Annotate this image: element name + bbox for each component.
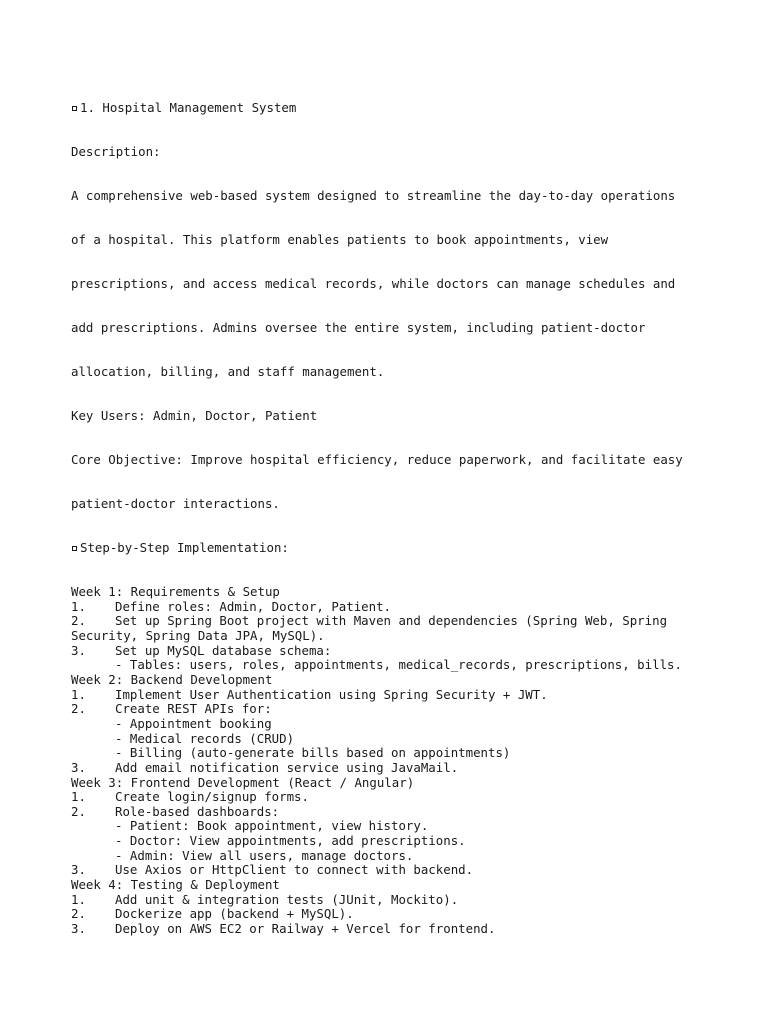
- description-line: A comprehensive web-based system designed to streamline the day-to-day operations: [71, 188, 676, 204]
- sub-list-item: [71, 746, 711, 761]
- list-item: [71, 761, 711, 776]
- list-item: [71, 922, 711, 937]
- implementation-heading-line: [71, 541, 711, 556]
- list-item-number: 2.: [71, 906, 86, 922]
- description-line: add prescriptions. Admins oversee the entire system, including patient-doctor: [71, 320, 646, 336]
- list-item-number: 1.: [71, 598, 86, 614]
- list-item-text: Role-based dashboards:: [115, 803, 280, 819]
- list-item-text: Deploy on AWS EC2 or Railway + Vercel for frontend.: [115, 921, 496, 937]
- bullet-box-icon: [72, 106, 77, 111]
- sub-list-item: [71, 732, 711, 747]
- document-title: 1. Hospital Management System: [80, 100, 297, 116]
- list-item-text: Create login/signup forms.: [115, 789, 309, 805]
- week-heading: Week 1: Requirements & Setup: [71, 583, 280, 599]
- core-objective-line: patient-doctor interactions.: [71, 496, 280, 512]
- list-item-number: 1.: [71, 686, 86, 702]
- sub-list-item: [71, 658, 711, 673]
- description-line: allocation, billing, and staff management.: [71, 364, 385, 380]
- list-item: [71, 688, 711, 703]
- list-item-text: Set up Spring Boot project with Maven and dependencies (Spring Web, Spring: [115, 613, 668, 629]
- list-item-number: 1.: [71, 891, 86, 907]
- list-item: [71, 893, 711, 908]
- list-item-number: 1.: [71, 789, 86, 805]
- list-item-number: 2.: [71, 701, 86, 717]
- sub-list-item: [71, 819, 711, 834]
- list-item-text: Implement User Authentication using Spring Security + JWT.: [115, 686, 548, 702]
- list-item-text: Define roles: Admin, Doctor, Patient.: [115, 598, 392, 614]
- list-item-number: 3.: [71, 759, 86, 775]
- implementation-heading: Step-by-Step Implementation:: [80, 540, 289, 555]
- list-item: [71, 600, 711, 615]
- list-item-continuation: Security, Spring Data JPA, MySQL).: [71, 627, 325, 643]
- list-item-number: 3.: [71, 862, 86, 878]
- weeks-list: [71, 585, 711, 937]
- week-heading: Week 3: Frontend Development (React / Angular): [71, 774, 415, 790]
- document-page: [71, 72, 711, 951]
- list-item-text: Dockerize app (backend + MySQL).: [115, 906, 354, 922]
- list-item: [71, 907, 711, 922]
- list-item: [71, 644, 711, 659]
- list-item: [71, 805, 711, 820]
- description-line: prescriptions, and access medical records, while doctors can manage schedules and: [71, 276, 676, 292]
- sub-list-item-text: - Doctor: View appointments, add prescriptions.: [115, 833, 466, 849]
- sub-list-item-text: - Admin: View all users, manage doctors.: [115, 847, 414, 863]
- list-item: [71, 863, 711, 878]
- document-title-line: [71, 101, 711, 116]
- list-item-text: Create REST APIs for:: [115, 701, 272, 717]
- list-item: [71, 614, 711, 629]
- bullet-box-icon: [72, 546, 77, 551]
- list-item-text: Use Axios or HttpClient to connect with backend.: [115, 862, 474, 878]
- list-item-number: 2.: [71, 803, 86, 819]
- description-line: of a hospital. This platform enables patients to book appointments, view: [71, 232, 609, 248]
- sub-list-item: [71, 849, 711, 864]
- sub-list-item-text: - Patient: Book appointment, view history.: [115, 818, 429, 834]
- description-label: Description:: [71, 144, 161, 160]
- list-item-number: 2.: [71, 613, 86, 629]
- list-item-text: Add email notification service using JavaMail.: [115, 759, 459, 775]
- list-item: [71, 702, 711, 717]
- key-users: Key Users: Admin, Doctor, Patient: [71, 408, 318, 424]
- sub-list-item: [71, 834, 711, 849]
- core-objective-line: Core Objective: Improve hospital efficiency, reduce paperwork, and facilitate easy: [71, 452, 683, 468]
- sub-list-item-text: - Billing (auto-generate bills based on appointments): [115, 745, 511, 761]
- list-item-number: 3.: [71, 642, 86, 658]
- list-item-text: Add unit & integration tests (JUnit, Mockito).: [115, 891, 459, 907]
- sub-list-item-text: - Medical records (CRUD): [115, 730, 295, 746]
- list-item-number: 3.: [71, 921, 86, 937]
- sub-list-item-text: - Tables: users, roles, appointments, medical_records, prescriptions, bills.: [115, 657, 682, 673]
- list-item-text: Set up MySQL database schema:: [115, 642, 332, 658]
- sub-list-item: [71, 717, 711, 732]
- week-heading: Week 4: Testing & Deployment: [71, 877, 280, 893]
- week-heading: Week 2: Backend Development: [71, 671, 273, 687]
- list-item: [71, 790, 711, 805]
- sub-list-item-text: - Appointment booking: [115, 715, 272, 731]
